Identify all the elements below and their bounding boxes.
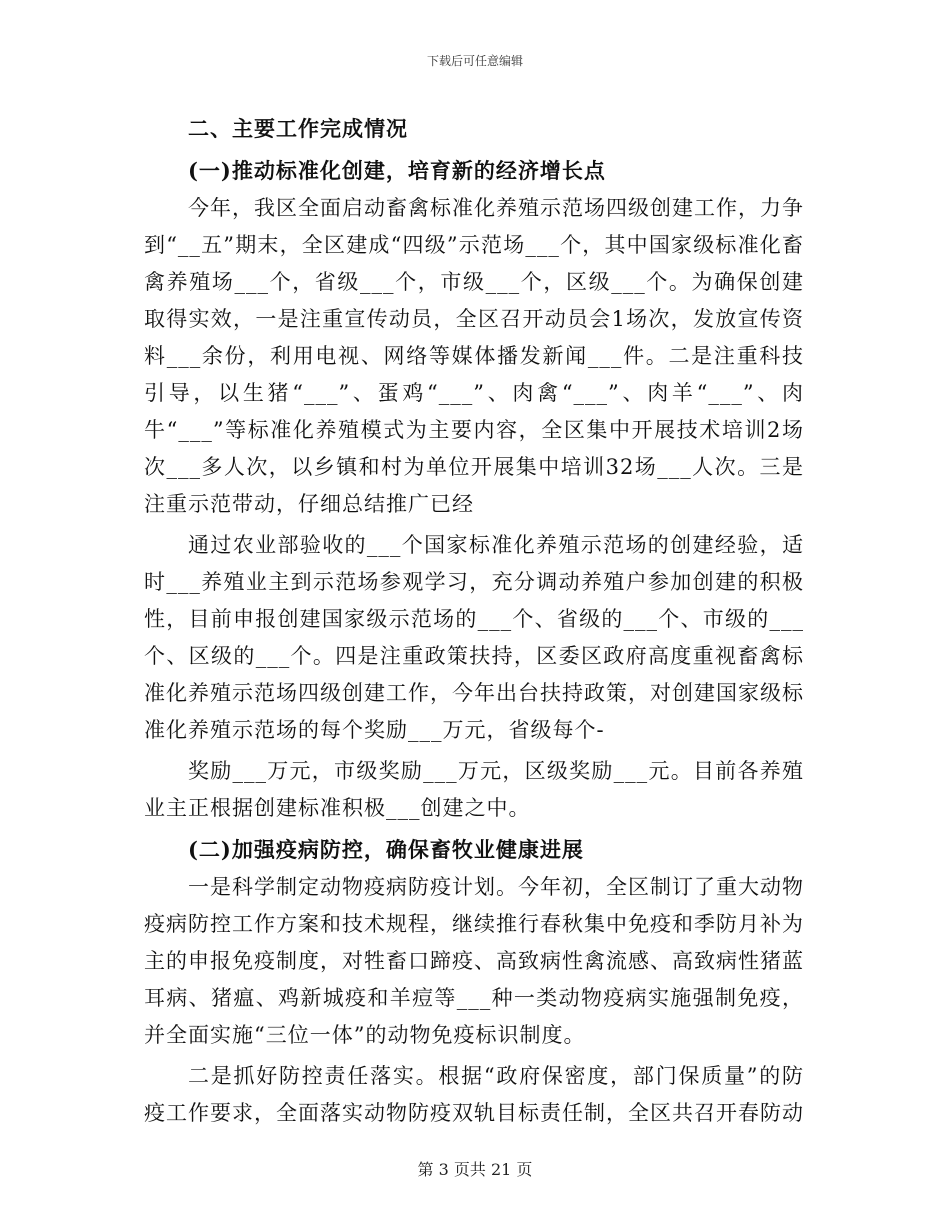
subsection-title-2: (二)加强疫病防控，确保畜牧业健康进展 [188, 837, 584, 862]
paragraph-1: 今年，我区全面启动畜禽标准化养殖示范场四级创建工作，力争到“__五”期末，全区建成“四级”示范场___个，其中国家级标准化畜禽养殖场___个，省级___个，市级___个，区级___个。为确保创建取得实效，一是注重宣传动员，全区召开动员会1场次，发放宣传资料___余份，利用电视、网络等媒体播发新闻___件。二是注重科技引导，以生猪“___”、蛋鸡“___”、肉禽“___”、肉羊“___”、肉牛“___”等标准化养殖模式为主要内容，全区集中开展技术培训2场次___多人次，以乡镇和村为单位开展集中培训32场___人次。三是注重示范带动，仔细总结推广已经 [144, 196, 804, 516]
paragraph-2: 通过农业部验收的___个国家标准化养殖示范场的创建经验，适时___养殖业主到示范场参观学习，充分调动养殖户参加创建的积极性，目前申报创建国家级示范场的___个、省级的___个、市级的___个、区级的___个。四是注重政策扶持，区委区政府高度重视畜禽标准化养殖示范场四级创建工作，今年出台扶持政策，对创建国家级标准化养殖示范场的每个奖励___万元，省级每个- [144, 533, 804, 742]
section-title: 二、主要工作完成情况 [188, 116, 408, 141]
subsection-title-1: (一)推动标准化创建，培育新的经济增长点 [188, 158, 606, 183]
page-header: 下载后可任意编辑 [426, 54, 523, 68]
paragraph-4: 一是科学制定动物疫病防疫计划。今年初，全区制订了重大动物疫病防控工作方案和技术规程，继续推行春秋集中免疫和季防月补为主的申报免疫制度，对牲畜口蹄疫、高致病性禽流感、高致病性猪蓝耳病、猪瘟、鸡新城疫和羊痘等___种一类动物疫病实施强制免疫，并全面实施“三位一体”的动物免疫标识制度。 [144, 875, 804, 1047]
paragraph-3: 奖励___万元，市级奖励___万元，区级奖励___元。目前各养殖业主正根据创建标准积极___创建之中。 [144, 759, 804, 820]
document-body [144, 110, 804, 1136]
page-number: 第 3 页共 21 页 [417, 1160, 533, 1179]
paragraph-5: 二是抓好防控责任落实。根据“政府保密度，部门保质量”的防疫工作要求，全面落实动物防疫双轨目标责任制，全区共召开春防动 [144, 1064, 804, 1125]
